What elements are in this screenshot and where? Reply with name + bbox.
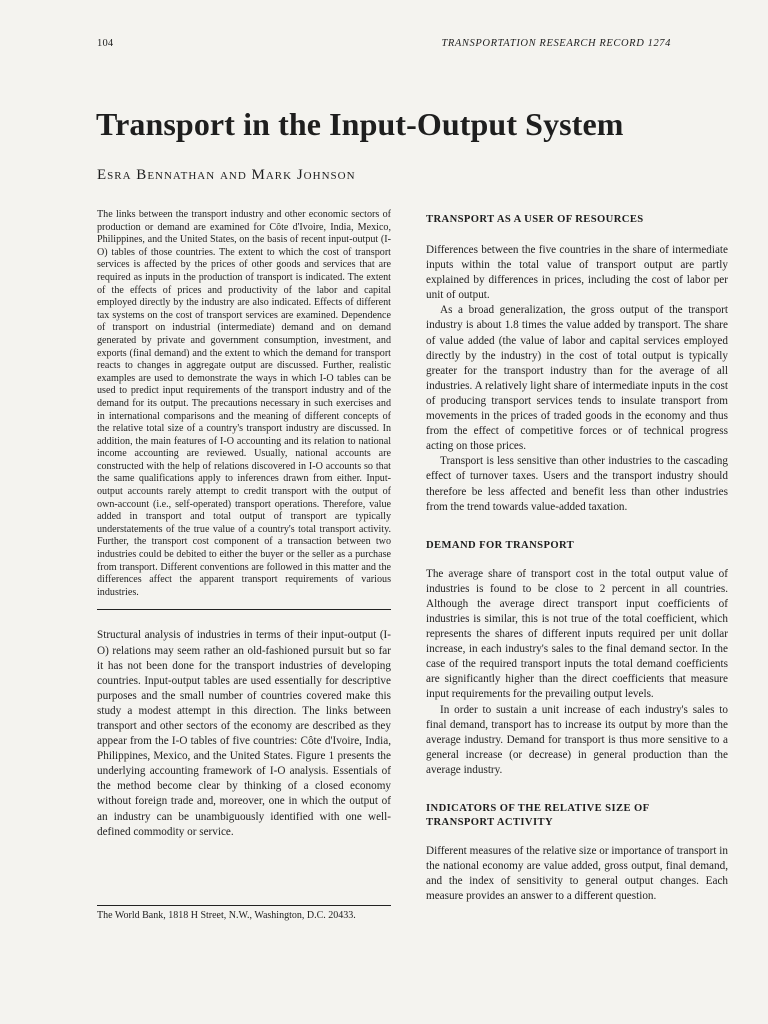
abstract-divider: [97, 609, 391, 610]
footnote-divider: [97, 905, 391, 906]
left-column: [97, 209, 391, 840]
section-heading-resources: TRANSPORT AS A USER OF RESOURCES: [426, 214, 644, 225]
section-paragraph: Differences between the five countries in the share of intermediate inputs within the total value of transport output are partly explained by differences in prices, including the cost of labor per unit of output.: [426, 244, 728, 302]
right-column: [426, 209, 728, 904]
section-paragraph: Transport is less sensitive than other industries to the cascading effect of turnover taxes. Users and the transport industry should therefore be less affected and benefit less than other industries from the trend towards value-added taxation.: [426, 455, 728, 513]
section-paragraph: As a broad generalization, the gross output of the transport industry is about 1.8 times the value added by transport. The share of value added (the value of labor and capital services employed directly by the industry) in the cost of total output is typically greater for the transport industry than for the average of all industries. A relatively light share of intermediate inputs in the cost of producing transport services tends to insulate transport from movements in the prices of traded goods in the economy and thus from the effect of competitive forces or of technical progress acting on those prices.: [426, 304, 728, 453]
journal-running-head: TRANSPORTATION RESEARCH RECORD 1274: [441, 38, 671, 49]
section-heading-demand: DEMAND FOR TRANSPORT: [426, 539, 575, 551]
page-number: 104: [97, 38, 114, 49]
section-paragraph: The average share of transport cost in the total output value of industries is found to be close to 2 percent in all countries. Although the average direct transport input coefficients of industries is similar, this is not true of the total coefficient, which represents the shares of different inputs required per unit dollar increase, in each industry's sales to the final demand sector. In the case of the required transport inputs the total demand coefficients are significantly higher than the direct coefficients that measure input requirements for the prevailing output levels.: [426, 567, 728, 701]
section-heading-indicators: INDICATORS OF THE RELATIVE SIZE OF TRANSPORT ACTIVITY: [426, 803, 650, 828]
abstract-text: The links between the transport industry and other economic sectors of production or demand are examined for Côte d'Ivoire, India, Mexico, Philippines, and the United States, on the basis of recent input-output (I-O) tables of those countries. The extent to which the cost of transport services is affected by the prices of other goods and services that are required as inputs in the production of transport is indicated. The extent of the effects of prices and productivity of the labor and capital employed directly by the industry are also indicated. Effects of different tax systems on the cost of transport services are examined. Dependence of transport on industrial (intermediate) demand and on demand generated by private and government consumption, investment, and exports (final demand) and the extent to which the demand for transport reacts to changes in aggregate output are discussed. Further, realistic examples are used to demonstrate the ways in which I-O tables can be used to predict input requirements of the transport industry and of the demand for its output. The precautions necessary in such exercises and in international comparisons and the meaning of different concepts of the relative total size of a country's transport industry are discussed. In addition, the main features of I-O accounting and its relation to national income accounting are reviewed. Usually, national accounts are constructed with the help of relations discovered in I-O accounts so that the same qualifications apply to inferences drawn from either. Input-output accounts rarely attempt to credit transport with the output of own-account (i.e., self-operated) transport operations. Therefore, value added in transport and total output of transport are typically understatements of the true value of a country's total transport activity. Further, the transport cost component of a transaction between two industries could be debited to either the buyer or the seller as a purchase from transport. Different conventions are followed in this matter and the differences affect the apparent transport requirements of various industries.: [97, 209, 391, 598]
author-affiliation-footnote: The World Bank, 1818 H Street, N.W., Washington, D.C. 20433.: [97, 910, 356, 921]
article-authors: Esra Bennathan and Mark Johnson: [97, 167, 356, 183]
article-title: Transport in the Input-Output System: [96, 106, 624, 142]
section-paragraph: In order to sustain a unit increase of each industry's sales to final demand, transport has to increase its output by more than the average industry. Demand for transport is thus more sensitive to a general increase (or decrease) in general production than the average industry.: [426, 703, 728, 776]
intro-paragraph: Structural analysis of industries in terms of their input-output (I-O) relations may seem rather an old-fashioned pursuit but so far it has not been done for the transport industries of developing countries. Input-output tables are used essentially for descriptive purposes and the small number of countries covered make this study a modest attempt in this direction. The links between transport and other sectors of the economy are described as they appear from the I-O tables of five countries: Côte d'Ivoire, India, Philippines, Mexico, and the United States. Figure 1 presents the underlying accounting framework of I-O analysis. Essentials of the method become clear by thinking of a closed economy without foreign trade and, moreover, one in which the output of an industry can be unambiguously identified with one well-defined commodity or service.: [97, 629, 391, 838]
section-paragraph: Different measures of the relative size or importance of transport in the national economy are value added, gross output, final demand, and the index of sensitivity to general output changes. Each measure provides an answer to a different question.: [426, 845, 728, 903]
